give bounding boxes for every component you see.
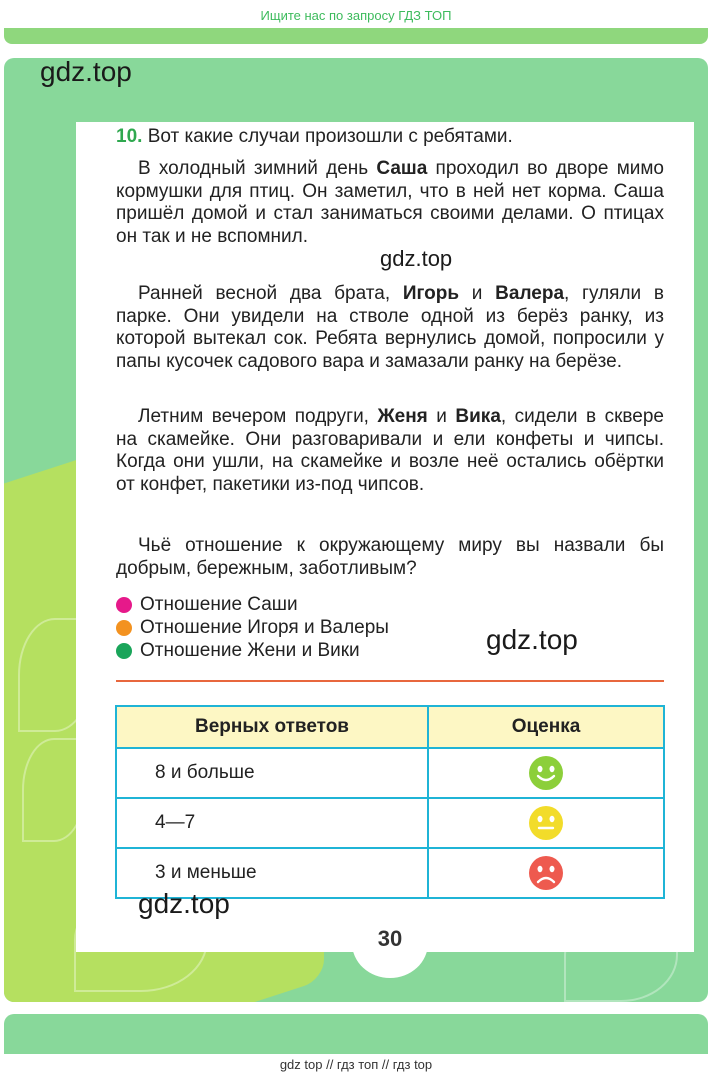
grade-cell	[428, 848, 664, 898]
story-igor-valera	[116, 283, 664, 374]
option-label: Отношение Жени и Вики	[140, 640, 360, 661]
header-correct-answers: Верных ответов	[116, 706, 428, 748]
answers-cell: 3 и меньше	[116, 848, 428, 898]
story-text: Летним вечером подруги,	[138, 406, 378, 427]
story-text: и	[459, 283, 496, 304]
story-text: В холодный зимний день	[138, 158, 377, 179]
previous-page-edge	[4, 28, 708, 44]
task-number: 10.	[116, 126, 143, 147]
story-text: Ранней весной два брата,	[138, 283, 403, 304]
score-table	[115, 705, 665, 899]
name-igor: Игорь	[402, 283, 460, 304]
story-zhenya-vika	[116, 406, 664, 497]
table-row	[116, 798, 664, 848]
green-dot-icon	[116, 643, 132, 659]
option-igor-valera	[116, 617, 389, 639]
answers-cell: 4—7	[116, 798, 428, 848]
option-zhenya-vika	[116, 640, 360, 662]
page-number: 30	[352, 908, 428, 978]
neutral-face-icon	[528, 805, 564, 841]
grade-cell	[428, 748, 664, 798]
answers-cell: 8 и больше	[116, 748, 428, 798]
name-zhenya: Женя	[377, 406, 428, 427]
orange-dot-icon	[116, 620, 132, 636]
watermark: gdz.top	[138, 888, 230, 919]
score-table-header	[116, 706, 664, 748]
question	[116, 535, 664, 580]
watermark: gdz.top	[380, 246, 453, 271]
option-label: Отношение Саши	[140, 594, 298, 615]
story-text: и	[427, 406, 456, 427]
divider-line	[116, 680, 664, 682]
story-text: , гуляли в парке. Они увидели на стволе одной из берёз ранку, из которой вытекал сок. Ребята вернулись домой, попросили у папы кусочек садового вара и замазали ранку на берёзе.	[116, 283, 664, 373]
sad-face-icon	[528, 855, 564, 891]
happy-face-icon	[528, 755, 564, 791]
story-text: проходил во дворе мимо кормушки для птиц. Он заметил, что в ней нет корма. Саша пришёл домой и стал заниматься своими делами. О птицах он так и не вспомнил.	[116, 158, 664, 248]
top-banner: Ищите нас по запросу ГДЗ ТОП	[260, 8, 452, 23]
grade-cell	[428, 798, 664, 848]
watermark: gdz.top	[486, 624, 578, 655]
task-intro	[116, 126, 664, 149]
table-row	[116, 748, 664, 798]
option-sasha	[116, 594, 298, 616]
watermark: gdz.top	[40, 56, 132, 87]
name-valera: Валера	[495, 283, 565, 304]
name-sasha: Саша	[376, 158, 428, 179]
bottom-banner: gdz top // гдз топ // гдз top	[0, 1054, 712, 1076]
task-intro-text: Вот какие случаи произошли с ребятами.	[147, 126, 513, 147]
story-text: , сидели в сквере на скамейке. Они разговаривали и ели конфеты и чипсы. Когда они ушли, на скамейке и возле неё остались обёртки от конфет, пакетики из-под чипсов.	[116, 406, 664, 496]
story-sasha	[116, 158, 664, 249]
pink-dot-icon	[116, 597, 132, 613]
header-grade: Оценка	[428, 706, 664, 748]
question-text: Чьё отношение к окружающему миру вы назвали бы добрым, бережным, заботливым?	[116, 535, 664, 579]
name-vika: Вика	[455, 406, 501, 427]
option-label: Отношение Игоря и Валеры	[140, 617, 389, 638]
